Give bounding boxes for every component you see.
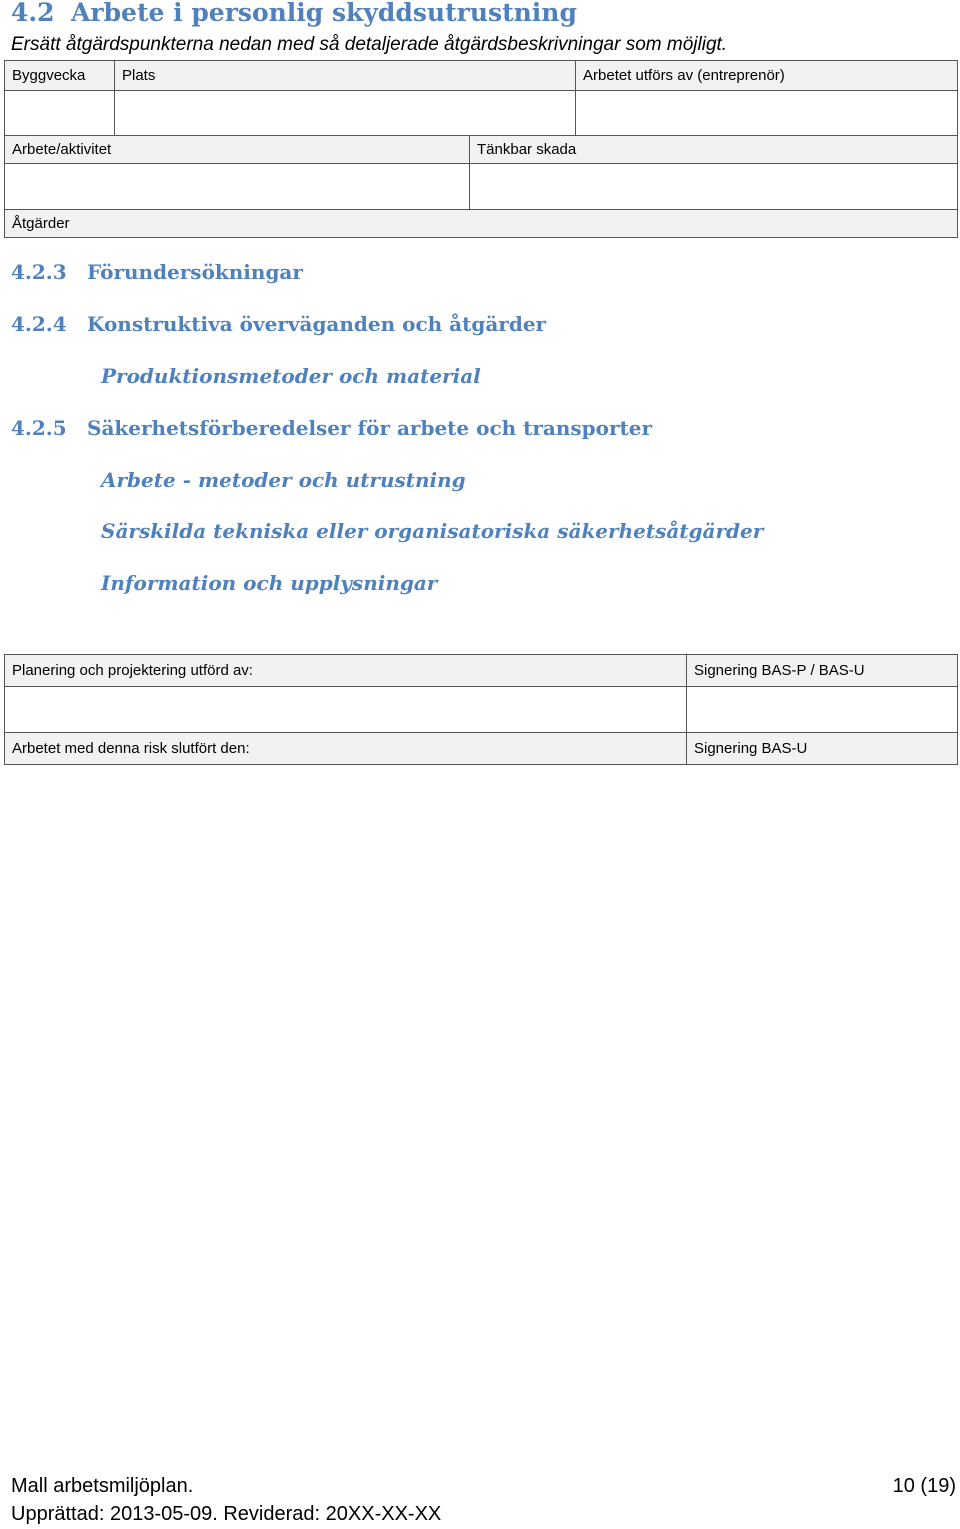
section-heading — [11, 0, 577, 27]
subsection-title: Konstruktiva överväganden och åtgärder — [87, 312, 547, 336]
signering-bas-p-label: Signering BAS-P / BAS-U — [687, 655, 958, 687]
sub-subsection-heading: Produktionsmetoder och material — [101, 364, 481, 388]
instruction-text: Ersätt åtgärdspunkterna nedan med så detaljerade åtgärdsbeskrivningar som möjligt. — [11, 34, 728, 55]
sub-subsection-heading: Särskilda tekniska eller organisatoriska säkerhetsåtgärder — [101, 519, 764, 543]
subsection-number: 4.2.4 — [11, 312, 67, 336]
skada-label: Tänkbar skada — [470, 136, 958, 164]
aktivitet-label: Arbete/aktivitet — [5, 136, 470, 164]
risk-form-table — [4, 60, 958, 238]
subsection-number: 4.2.5 — [11, 416, 67, 440]
sub-subsection-heading: Information och upplysningar — [101, 571, 438, 595]
section-number: 4.2 — [11, 0, 55, 27]
byggvecka-field[interactable] — [5, 91, 115, 136]
subsection-title: Förundersökningar — [87, 260, 303, 284]
slutfort-label: Arbetet med denna risk slutfört den: — [5, 733, 687, 765]
skada-field[interactable] — [470, 164, 958, 210]
section-title: Arbete i personlig skyddsutrustning — [71, 0, 577, 27]
byggvecka-label: Byggvecka — [5, 61, 115, 91]
subsection-title: Säkerhetsförberedelser för arbete och transporter — [87, 416, 653, 440]
footer-document-name: Mall arbetsmiljöplan. — [11, 1475, 194, 1497]
footer-dates: Upprättad: 2013-05-09. Reviderad: 20XX-XX-XX — [11, 1503, 442, 1525]
subsection-number: 4.2.3 — [11, 260, 67, 284]
plats-field[interactable] — [115, 91, 576, 136]
plats-label: Plats — [115, 61, 576, 91]
planering-field[interactable] — [5, 687, 687, 733]
entreprenor-label: Arbetet utförs av (entreprenör) — [576, 61, 958, 91]
subsection-heading — [11, 416, 652, 440]
entreprenor-field[interactable] — [576, 91, 958, 136]
signering-bas-p-field[interactable] — [687, 687, 958, 733]
sub-subsection-heading: Arbete - metoder och utrustning — [101, 468, 466, 492]
subsection-heading — [11, 260, 303, 284]
signature-table — [4, 654, 958, 765]
signering-bas-u-label: Signering BAS-U — [687, 733, 958, 765]
aktivitet-field[interactable] — [5, 164, 470, 210]
subsection-heading — [11, 312, 546, 336]
atgarder-label: Åtgärder — [5, 210, 958, 238]
page-number: 10 (19) — [892, 1475, 956, 1497]
planering-label: Planering och projektering utförd av: — [5, 655, 687, 687]
